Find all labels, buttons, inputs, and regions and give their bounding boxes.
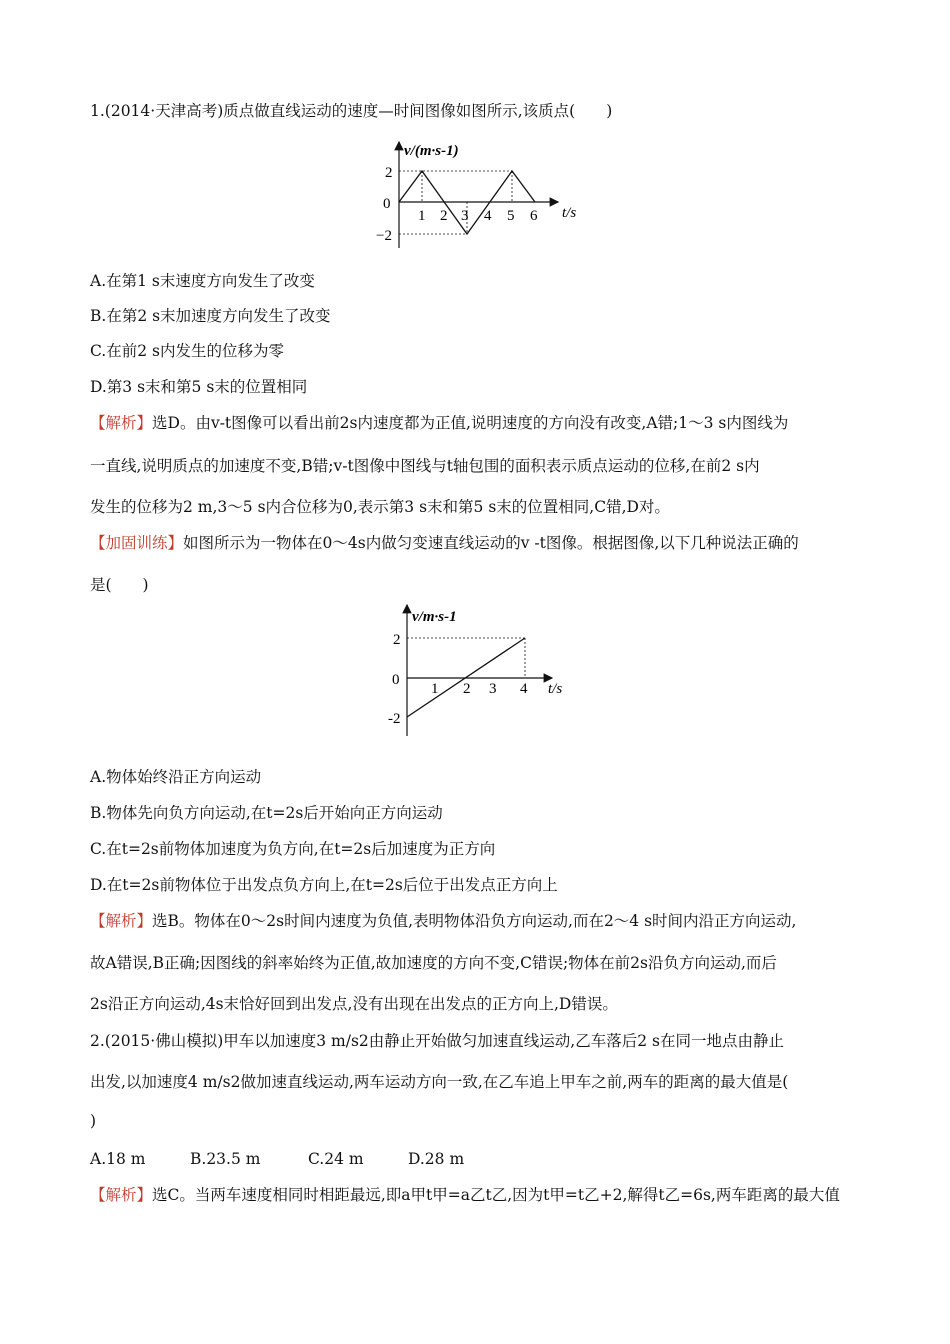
drill-x-tick-1: 1 [431,681,439,697]
drill-x-label: t/s [548,681,563,697]
drill-option-b: B.物体先向负方向运动,在t=2s后开始向正方向运动 [90,804,443,822]
q1-option-c: C.在前2 s内发生的位移为零 [90,342,284,360]
drill-tag: 【加固训练】 [90,534,184,552]
q1-option-b: B.在第2 s末加速度方向发生了改变 [90,307,331,325]
q1-option-d: D.第3 s末和第5 s末的位置相同 [90,378,308,396]
drill-x-tick-2: 2 [463,681,471,697]
q1-analysis-tag: 【解析】 [90,414,153,432]
drill-analysis-line-3: 2s沿正方向运动,4s末恰好回到出发点,没有出现在出发点的正方向上,D错误。 [90,995,618,1013]
q2-option-c: C.24 m [308,1150,364,1168]
q1-y-neg-label: −2 [376,228,392,244]
q2-stem-line-2: 出发,以加速度4 m/s2做加速直线运动,两车运动方向一致,在乙车追上甲车之前,两车的距离的最大值是( [90,1073,789,1091]
q1-x-tick-6: 6 [530,208,538,224]
q1-vt-graph [352,136,592,254]
drill-y-pos-label: 2 [393,632,401,648]
q2-stem-line-3: ) [90,1112,97,1130]
drill-x-tick-4: 4 [520,681,528,697]
q1-x-tick-2: 2 [440,208,448,224]
drill-option-c: C.在t=2s前物体加速度为负方向,在t=2s后加速度为正方向 [90,840,496,858]
q1-option-a: A.在第1 s末速度方向发生了改变 [90,272,315,290]
drill-stem-line-1: 【加固训练】如图所示为一物体在0～4s内做匀变速直线运动的v -t图像。根据图像,以下几种说法正确的 [90,534,799,552]
q2-option-d: D.28 m [408,1150,465,1168]
q1-x-label: t/s [562,205,577,221]
q2-stem-line-1: 2.(2015·佛山模拟)甲车以加速度3 m/s2由静止开始做匀加速直线运动,乙车落后2 s在同一地点由静止 [90,1032,784,1050]
drill-stem-line-2: 是( ) [90,576,149,594]
q1-y-pos-label: 2 [385,165,393,181]
drill-y-label: v/m·s-1 [412,609,457,625]
drill-option-a: A.物体始终沿正方向运动 [90,768,262,786]
q2-options-row [90,1148,870,1170]
q1-analysis-line-3: 发生的位移为2 m,3～5 s内合位移为0,表示第3 s末和第5 s末的位置相同,C错,D对。 [90,498,670,516]
q1-x-tick-3: 3 [461,208,469,224]
drill-option-d: D.在t=2s前物体位于出发点负方向上,在t=2s后位于出发点正方向上 [90,876,558,894]
drill-y-neg-label: -2 [388,711,401,727]
q2-option-b: B.23.5 m [190,1150,261,1168]
q1-analysis-line-2: 一直线,说明质点的加速度不变,B错;v-t图像中图线与t轴包围的面积表示质点运动的位移,在前2 s内 [90,457,760,475]
q1-origin-label: 0 [383,196,391,212]
q2-option-a: A.18 m [90,1150,146,1168]
q1-x-tick-5: 5 [507,208,515,224]
drill-origin-label: 0 [392,672,400,688]
q1-x-tick-4: 4 [484,208,492,224]
drill-analysis-line-2: 故A错误,B正确;因图线的斜率始终为正值,故加速度的方向不变,C错误;物体在前2s沿负方向运动,而后 [90,954,777,972]
q1-x-tick-1: 1 [418,208,426,224]
drill-vt-graph [378,600,578,740]
q2-analysis-line-1: 【解析】选C。当两车速度相同时相距最远,即a甲t甲=a乙t乙,因为t甲=t乙+2,解得t乙=6s,两车距离的最大值 [90,1186,840,1204]
drill-analysis-tag: 【解析】 [90,912,153,930]
drill-x-tick-3: 3 [489,681,497,697]
q2-analysis-tag: 【解析】 [90,1186,153,1204]
q1-analysis-line-1: 【解析】选D。由v-t图像可以看出前2s内速度都为正值,说明速度的方向没有改变,A错;1～3 s内图线为 [90,414,789,432]
q1-y-label: v/(m·s-1) [404,143,459,159]
q1-stem: 1.(2014·天津高考)质点做直线运动的速度—时间图像如图所示,该质点( ) [90,102,613,120]
drill-analysis-line-1: 【解析】选B。物体在0～2s时间内速度为负值,表明物体沿负方向运动,而在2～4 s时间内沿正方向运动, [90,912,797,930]
